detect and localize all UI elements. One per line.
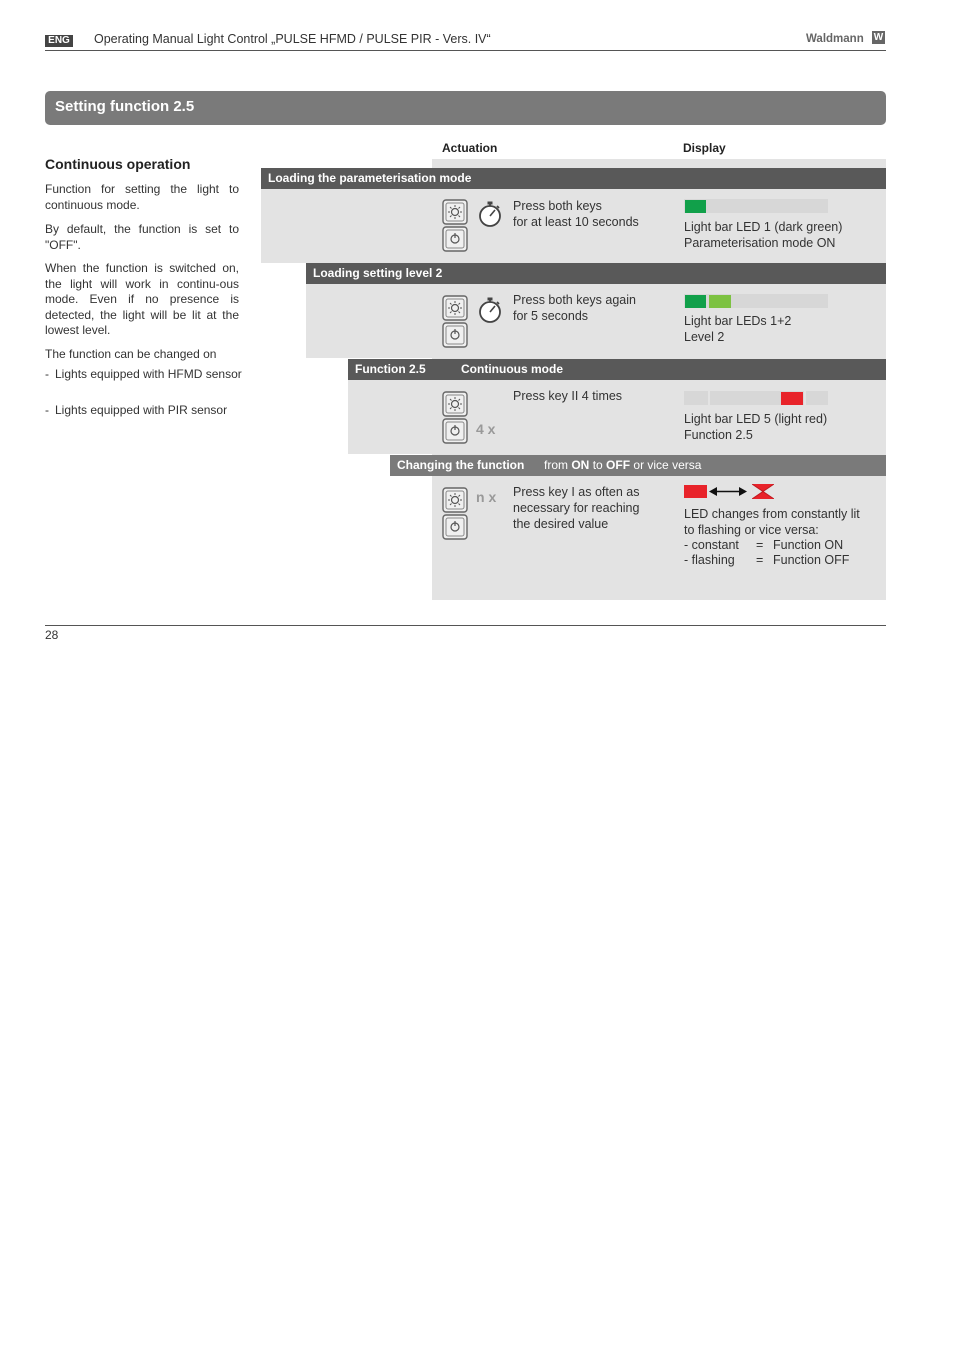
led-dark-green [685, 200, 706, 213]
action-line: Press both keys again [513, 293, 636, 307]
display-line: Light bar LEDs 1+2 [684, 314, 792, 328]
footer-rule [45, 625, 886, 626]
led-dark-green [685, 295, 706, 308]
key-pair [442, 487, 468, 547]
sun-key-icon [442, 487, 468, 542]
action-text [513, 198, 639, 230]
legend-row [684, 552, 884, 568]
press-count: n x [476, 489, 497, 505]
brand-name: Waldmann [806, 33, 864, 45]
stopwatch-icon [477, 200, 503, 228]
stripe-word: ON [571, 458, 590, 472]
key-pair [442, 199, 468, 259]
display-text [684, 219, 842, 251]
led-light-green [709, 295, 731, 308]
step-label: Function 2.5 [355, 362, 426, 376]
step-subtitle [544, 455, 701, 476]
legend-eq: = [756, 538, 764, 552]
step-band [348, 380, 432, 454]
display-line: Function 2.5 [684, 428, 753, 442]
action-line: Press both keys [513, 199, 602, 213]
step-title: Loading the parameterisation mode [268, 171, 472, 185]
stripe-word: or vice versa [633, 458, 702, 472]
key-pair [442, 391, 468, 451]
step-stripe [306, 263, 886, 284]
step-band [261, 189, 432, 263]
key-pair [442, 295, 468, 355]
stopwatch-icon [477, 296, 503, 324]
stripe-word: OFF [606, 458, 631, 472]
led-gap [804, 391, 806, 405]
action-line: for 5 seconds [513, 309, 589, 323]
step-stripe [261, 168, 886, 189]
stripe-word: from [544, 458, 568, 472]
legend-label: - flashing [684, 553, 735, 567]
legend-eq: = [756, 553, 764, 567]
light-bar [684, 294, 828, 308]
legend-row [684, 537, 884, 553]
action-line: necessary for reaching [513, 501, 640, 515]
action-text [513, 292, 636, 324]
left-paragraph: By default, the function is set to "OFF". [45, 222, 239, 252]
display-text [684, 313, 791, 345]
list-item-text: Lights equipped with PIR sensor [55, 403, 228, 417]
left-paragraph: Function for setting the light to continuous mode. [45, 182, 239, 212]
section-title-bar [45, 91, 886, 125]
display-text [684, 411, 827, 443]
legend-value: Function OFF [773, 553, 850, 567]
display-line: Light bar LED 5 (light red) [684, 412, 828, 426]
header-rule [45, 50, 886, 51]
language-tag: ENG [45, 35, 73, 47]
led-light-red [781, 392, 803, 405]
step-title: Loading setting level 2 [313, 266, 443, 280]
document-title: Operating Manual Light Control „PULSE HFMD / PULSE PIR - Vers. IV“ [94, 32, 491, 46]
sun-key-icon [442, 295, 468, 350]
left-heading: Continuous operation [45, 156, 191, 172]
sun-key-icon [442, 199, 468, 254]
led-gap [708, 391, 710, 405]
display-line: Light bar LED 1 (dark green) [684, 220, 843, 234]
light-bar [684, 391, 828, 405]
display-text [684, 506, 860, 538]
page-number: 28 [45, 628, 59, 642]
left-paragraph: The function can be changed on [45, 347, 217, 361]
display-line: Parameterisation mode ON [684, 236, 836, 250]
press-count: 4 x [476, 421, 496, 437]
section-title: Setting function 2.5 [55, 98, 195, 115]
list-bullet: - [45, 403, 49, 417]
brand-logo-icon: W [873, 32, 884, 43]
list-item [45, 403, 245, 419]
list-bullet: - [45, 367, 49, 381]
left-paragraph: When the function is switched on, the light will work in continu-ous mode. Even if no presence is detected, the light will be lit at the lowest level. [45, 261, 239, 337]
legend-label: - constant [684, 538, 739, 552]
action-line: for at least 10 seconds [513, 215, 639, 229]
flashing-led-icon [752, 484, 774, 499]
action-line: the desired value [513, 517, 609, 531]
light-bar [684, 199, 828, 213]
step-band [306, 284, 432, 358]
display-line: Level 2 [684, 330, 725, 344]
display-line: LED changes from constantly lit [684, 507, 860, 521]
stripe-word: to [592, 458, 603, 472]
action-line: Press key II 4 times [513, 389, 623, 403]
column-header-display: Display [683, 141, 726, 155]
action-line: Press key I as often as [513, 485, 640, 499]
step-title: Changing the function [397, 458, 525, 472]
step-stripe [390, 455, 886, 476]
step-stripe [348, 359, 886, 380]
legend-value: Function ON [773, 538, 844, 552]
led-constant-red [684, 485, 707, 498]
sun-key-icon [442, 391, 468, 446]
action-text [513, 484, 639, 532]
column-header-actuation: Actuation [442, 141, 498, 155]
step-title: Continuous mode [461, 362, 563, 376]
action-text [513, 388, 622, 404]
double-arrow-icon [709, 485, 747, 498]
display-line: to flashing or vice versa: [684, 523, 819, 537]
list-item [45, 367, 245, 399]
list-item-text: Lights equipped with HFMD sensor [55, 367, 242, 381]
